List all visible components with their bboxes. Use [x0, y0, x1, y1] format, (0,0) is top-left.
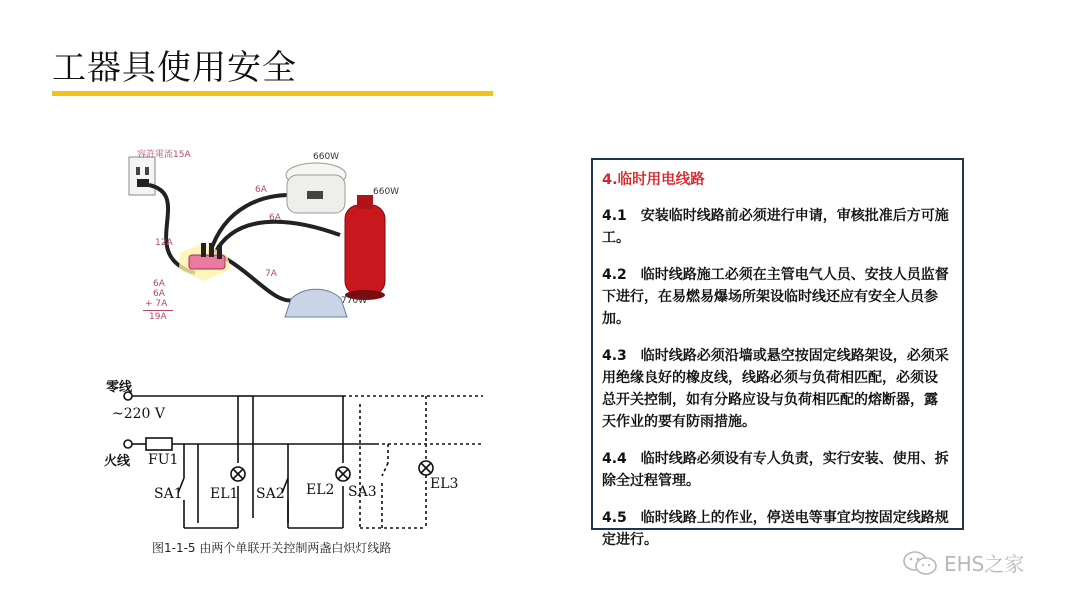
rule-4-1: 4.1 安装临时线路前必须进行申请，审核批准后方可施工。	[602, 208, 949, 246]
sum-line-3: + 7A	[145, 299, 168, 309]
circuit-drawing	[98, 368, 498, 568]
kettle-wattage: 660W	[373, 187, 400, 197]
cord-iron-current: 7A	[265, 269, 277, 279]
slide-title: 工器具使用安全	[52, 48, 297, 88]
sum-total: 19A	[149, 312, 167, 322]
wechat-icon	[902, 550, 938, 576]
sum-line-2: 6A	[153, 289, 165, 299]
neutral-label: 零线	[106, 380, 133, 395]
iron-wattage: 770W	[341, 296, 368, 306]
voltage-label: ~220 V	[112, 406, 166, 422]
sum-divider	[143, 310, 173, 311]
switch-sa2-label: SA2	[256, 486, 285, 502]
lamp-el1-label: EL1	[210, 486, 239, 502]
cooker-wattage: 660W	[313, 152, 340, 162]
title-underline	[52, 91, 493, 96]
cord-cooker-current: 6A	[255, 185, 267, 195]
outlet-rating-label: 容許電流15A	[137, 150, 191, 160]
panel-heading: 4.临时用电线路	[602, 172, 705, 188]
rule-4-3: 4.3 临时线路必须沿墙或悬空按固定线路架设，必须采用绝缘良好的橡皮线，线路必须与负荷相匹配，必须设总开关控制，如有分路应设与负荷相匹配的熔断器，露天作业的要有防雨措施。	[602, 348, 949, 430]
cord-main-current: 12A	[155, 238, 173, 248]
live-label: 火线	[104, 454, 131, 469]
sum-line-1: 6A	[153, 279, 165, 289]
watermark-text: EHS之家	[944, 552, 1025, 576]
lamp-el3-label: EL3	[430, 476, 459, 492]
circuit-diagram	[98, 368, 498, 568]
temporary-wiring-panel	[591, 158, 964, 548]
rule-4-4: 4.4 临时线路必须设有专人负责，实行安装、使用、拆除全过程管理。	[602, 451, 949, 489]
switch-sa1-label: SA1	[154, 486, 183, 502]
switch-sa3-label: SA3	[348, 484, 377, 500]
lamp-el2-label: EL2	[306, 482, 335, 498]
fuse-label: FU1	[148, 452, 179, 468]
cord-kettle-current: 6A	[269, 213, 281, 223]
rule-4-5: 4.5 临时线路上的作业，停送电等事宜均按固定线路规定进行。	[602, 510, 949, 548]
figure-caption: 图1-1-5 由两个单联开关控制两盏白炽灯线路	[152, 541, 392, 555]
rule-4-2: 4.2 临时线路施工必须在主管电气人员、安技人员监督下进行，在易燃易爆场所架设临时线还应有安全人员参加。	[602, 267, 949, 327]
overload-illustration	[115, 135, 405, 325]
watermark	[902, 548, 1024, 577]
